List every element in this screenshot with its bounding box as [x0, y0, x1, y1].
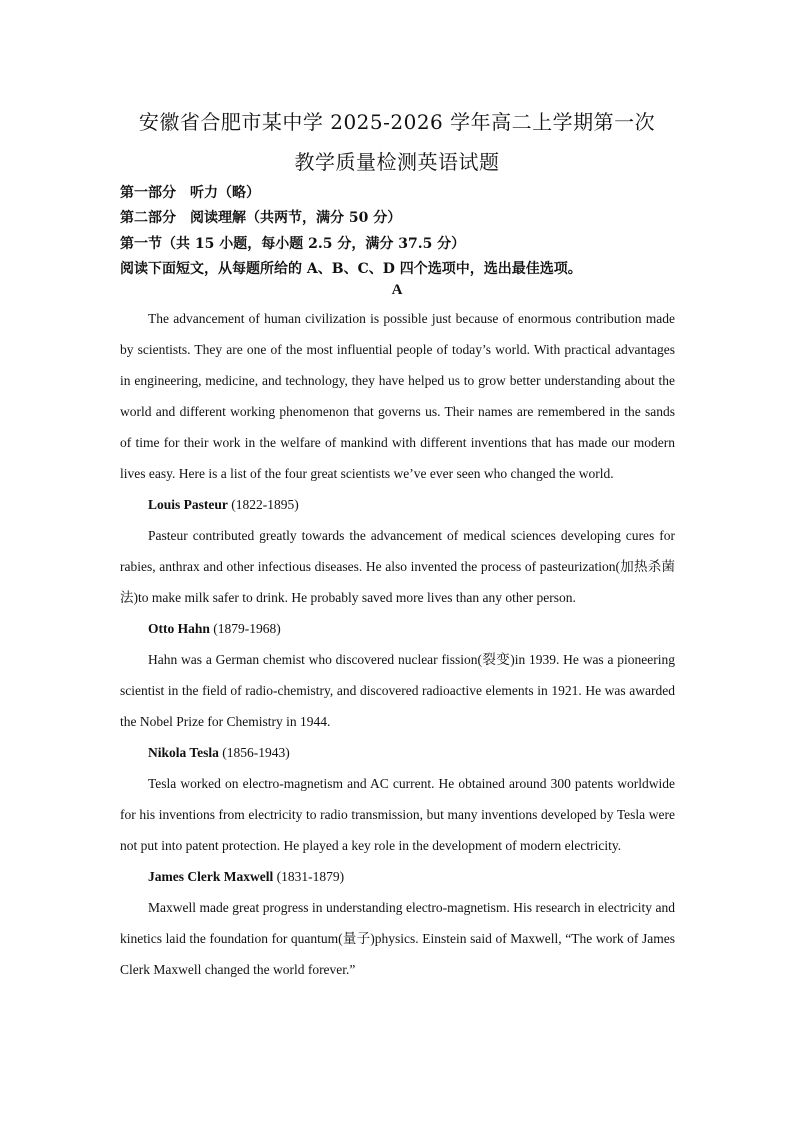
section-instruction: 阅读下面短文，从每题所给的 A、B、C、D 四个选项中，选出最佳选项。: [120, 261, 582, 277]
scientist-years: (1831-1879): [273, 869, 345, 884]
scientist-heading: [120, 489, 675, 520]
exam-title-line-1: 安徽省合肥市某中学 2025-2026 学年高二上学期第一次: [138, 110, 656, 134]
scientist-years: (1856-1943): [218, 745, 290, 760]
passage-intro-paragraph: The advancement of human civilization is possible just because of enormous contribution made by scientists. They are one of the most influential people of today’s world. With practical advantages in engineering, medicine, and technology, they have helped us to grow better understanding about the world and different working phenomenon that governs us. Their names are remembered in the sands of time for their work in the welfare of mankind with different inventions that has made our modern lives easy. Here is a list of the four great scientists we’ve ever seen who changed the world.: [120, 311, 675, 481]
scientist-paragraph: Maxwell made great progress in understanding electro-magnetism. His research in electricity and kinetics laid the foundation for quantum(量子)physics. Einstein said of Maxwell, “The work of James Clerk Maxwell changed the world forever.”: [120, 900, 675, 977]
section-part-2: 第二部分 阅读理解（共两节，满分 50 分）: [120, 210, 402, 226]
section-part-1: 第一部分 听力（略）: [120, 185, 260, 201]
scientist-heading: [120, 737, 675, 768]
exam-title-line-2: 教学质量检测英语试题: [294, 150, 500, 174]
scientist-heading: [120, 613, 675, 644]
passage-label: A: [391, 282, 403, 298]
scientist-name: Otto Hahn: [148, 621, 210, 636]
scientist-name: Nikola Tesla: [148, 745, 219, 760]
scientist-name: James Clerk Maxwell: [148, 869, 274, 884]
scientist-paragraph: Hahn was a German chemist who discovered nuclear fission(裂变)in 1939. He was a pioneering scientist in the field of radio-chemistry, and discovered radioactive elements in 1921. He was awarded the Nobel Prize for Chemistry in 1944.: [120, 652, 675, 729]
passage-body: [120, 303, 675, 985]
scientist-years: (1879-1968): [209, 621, 281, 636]
section-subsection-1: 第一节（共 15 小题，每小题 2.5 分，满分 37.5 分）: [120, 236, 466, 252]
scientist-years: (1822-1895): [227, 497, 299, 512]
scientist-name: Louis Pasteur: [148, 497, 228, 512]
scientist-paragraph: Pasteur contributed greatly towards the advancement of medical sciences developing cures for rabies, anthrax and other infectious diseases. He also invented the process of pasteurization(加热杀菌法)to make milk safer to drink. He probably saved more lives than any other person.: [120, 528, 675, 605]
scientist-heading: [120, 861, 675, 892]
scientist-paragraph: Tesla worked on electro-magnetism and AC current. He obtained around 300 patents worldwide for his inventions from electricity to radio transmission, but many inventions developed by Tesla were not put into patent protection. He played a key role in the development of modern electricity.: [120, 776, 675, 853]
